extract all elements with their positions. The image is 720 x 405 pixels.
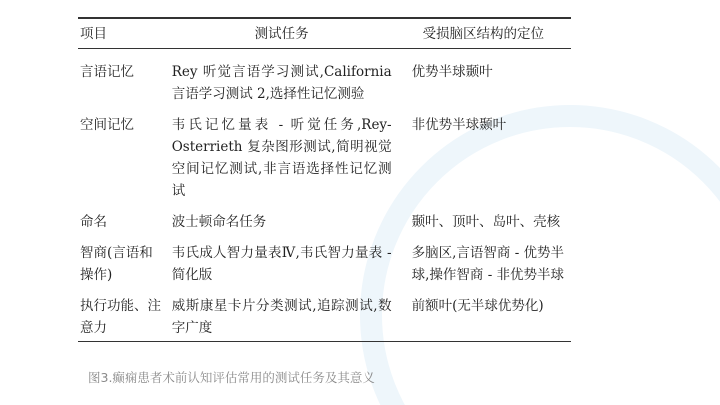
row-item: 执行功能、注意力 [78, 295, 168, 342]
row-item: 言语记忆 [80, 64, 134, 80]
row-task: 韦氏成人智力量表Ⅳ,韦氏智力量表 - 简化版 [171, 245, 392, 283]
row-location: 多脑区,言语智商 - 优势半球,操作智商 - 非优势半球 [411, 245, 565, 283]
row-task: Rey 听觉言语学习测试,California言语学习测试 2,选择性记忆测验 [171, 64, 392, 102]
table-row [78, 242, 571, 295]
row-task: 波士顿命名任务 [171, 214, 267, 230]
table-row [78, 49, 571, 115]
row-location: 优势半球颞叶 [411, 64, 493, 80]
figure-caption: 图3.癫痫患者术前认知评估常用的测试任务及其意义 [88, 370, 375, 385]
table-row [78, 114, 571, 211]
table-row [78, 211, 571, 242]
header-task: 测试任务 [168, 18, 396, 49]
table-header-row [78, 18, 571, 49]
row-location: 非优势半球颞叶 [411, 117, 507, 133]
row-task: 韦氏记忆量表 - 听觉任务,Rey-Osterrieth 复杂图形测试,简明视觉空间记忆测试,非言语选择性记忆测试 [171, 117, 392, 199]
row-location: 前额叶(无半球优势化) [396, 295, 571, 342]
table-row [78, 295, 571, 342]
row-item: 智商(言语和操作) [80, 245, 153, 283]
row-item: 空间记忆 [80, 117, 134, 133]
header-item: 项目 [78, 18, 168, 49]
row-location: 颞叶、顶叶、岛叶、壳核 [411, 214, 561, 230]
header-location: 受损脑区结构的定位 [396, 18, 571, 49]
row-item: 命名 [80, 214, 107, 230]
assessment-table [78, 17, 571, 342]
row-task: 威斯康星卡片分类测试,追踪测试,数字广度 [168, 295, 396, 342]
